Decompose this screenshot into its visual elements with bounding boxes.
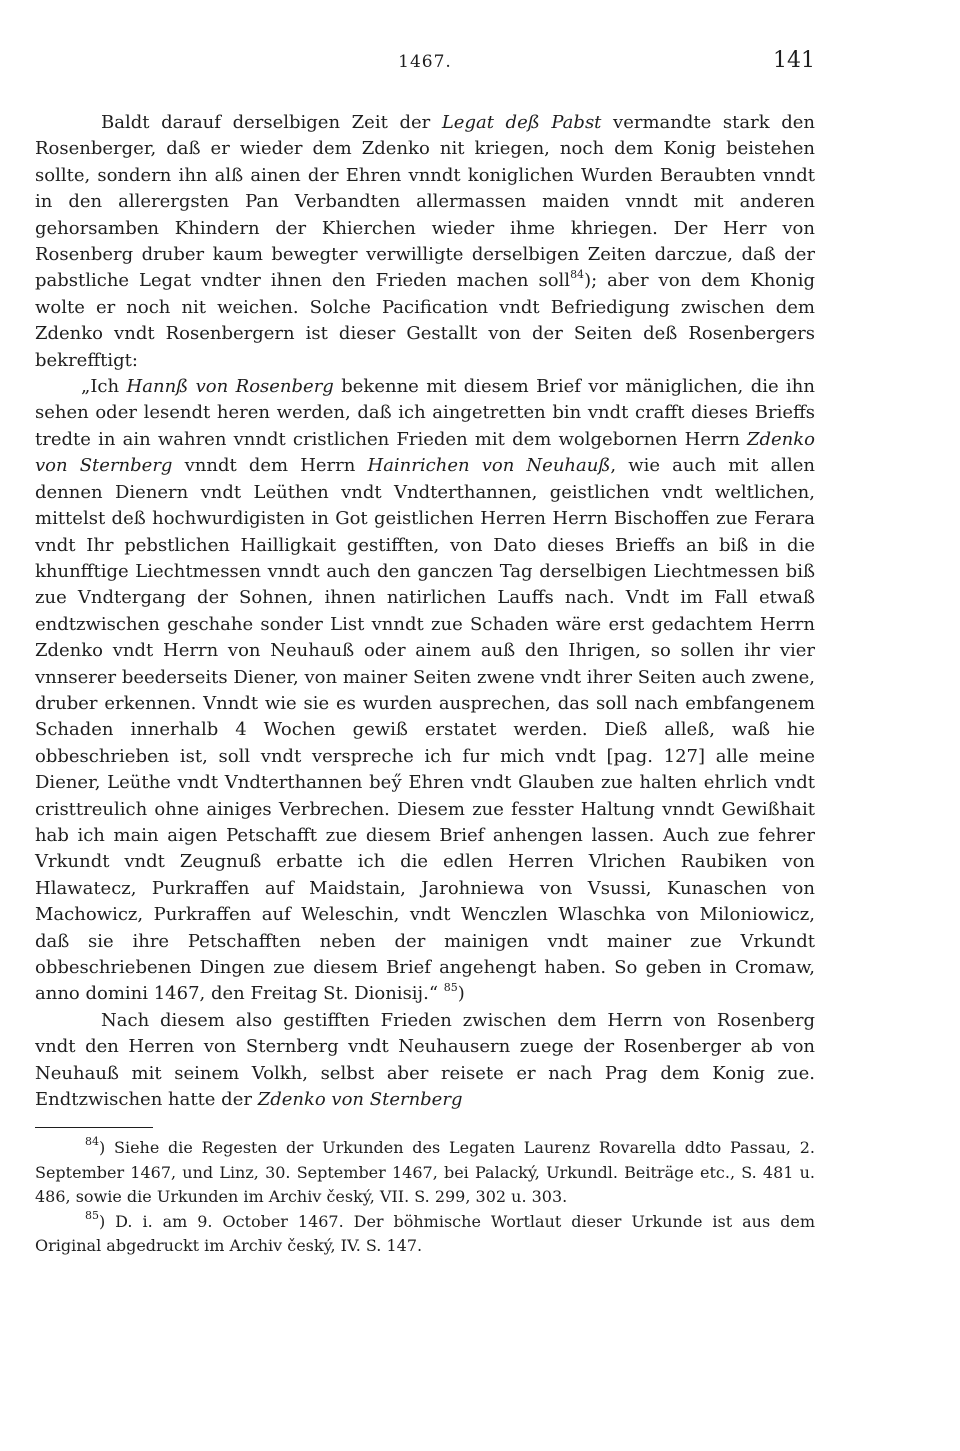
text-run: Baldt darauf derselbigen Zeit der: [101, 112, 442, 133]
running-head: 1467.: [398, 52, 452, 72]
paragraph-1: [35, 110, 815, 374]
footnote-mark: 85: [85, 1208, 99, 1222]
footnote-85: [35, 1210, 815, 1259]
italic-name: Zdenko von Sternberg: [257, 1089, 463, 1111]
footnote-ref-85: 85: [443, 981, 458, 995]
page-header: [35, 48, 815, 88]
text-run: vnndt dem Herrn: [172, 455, 368, 477]
footnote-text: ) Siehe die Regesten der Urkunden des Legaten Laurenz Rovarella ddto Passau, 2. September 1467, und Linz, 30. September 1467, bei Palacký, Urkundl. Beiträge etc., S. 481 u. 486, sowie die Urkunden im Archiv český, VII. S. 299, 302 u. 303.: [35, 1138, 815, 1207]
book-page: [35, 48, 815, 1428]
text-run: , wie auch mit allen dennen Dienern vndt Leüthen vndt Vndterthannen, geistlichen vndt weltlichen, mittelst deß hochwurdigisten in Got geistlichen Herren Herrn Bischoffen zue Ferara vndt Ihr pebstlichen Hailligkait gestifften, von Dato dieses Brieffs an biß in die khunfftige Liechtmessen vnndt auch den ganczen Tag derselbigen Liechtmessen biß zue Vndtergang der Sohnen, ihnen natirlichen Lauffs nach. Vndt im Fall etwaß endtzwischen geschahe sonder List vnndt zue Schaden wäre erst gedachtem Herrn Zdenko vndt Herrn von Neuhauß oder ainem auß den Ihrigen, so sollen ihr vier vnnserer beederseits Diener, von mainer Seiten zwene vndt ihrer Seiten auch zwene, druber erkennen. Vnndt wie sie es wurden ausprechen, das soll nach embfangenem Schaden innerhalb 4 Wochen gewiß erstatet werden. Dieß alleß, waß hie obbeschrieben ist, soll vndt verspreche ich fur mich vndt [pag. 127] alle meine Diener, Leüthe vndt Vndterthannen beӳ Ehren vndt Glauben zue halten ehrlich vndt cristtreulich ohne ainiges Verbrechen. Diesem zue fesster Haltung vnndt Gewißhait hab ich main aigen Petschafft zue diesem Brief anhengen lassen. Auch zue fehrer Vrkundt vndt Zeugnuß erbatte ich die edlen Herren Vlrichen Raubiken von Hlawatecz, Purkraffen auf Maidstain, Jarohniewa von Vsussi, Kunaschen von Machowicz, Purkraffen auf Weleschin, vndt Wenczlen Wlaschka von Miloniowicz, daß sie ihre Petschafften neben der mainigen vndt mainer zue Vrkundt obbeschriebenen Dingen zue diesem Brief angehengt haben. So geben in Cromaw, anno domini 1467, den Freitag St. Dionisij.“: [35, 455, 815, 1005]
text-run: vermandte stark den Rosenberger, daß er wieder dem Zdenko nit kriegen, noch dem Konig beistehen sollte, sondern ihn alß ainen der Ehren vnndt koniglichen Wurden Beraubten vnndt in den allerergsten Pan Verbandten allermassen maiden vnndt mit anderen gehorsamben Khindern der Khierchen wieder ihme khriegen. Der Herr von Rosenberg druber kaum bewegter verwilligte derselbigen Zeiten darczue, daß der pabstliche Legat vndter ihnen den Frieden machen soll: [35, 112, 816, 292]
italic-name: Hannß von Rosenberg: [126, 376, 334, 398]
text-run: bekenne mit diesem Brief vor mäniglichen, die ihn sehen oder lesendt heren werden, daß ich aingetretten bin vndt crafft dieses Brieffs tredte in ain wahren vnndt cristlichen Frieden mit dem wolgebornen Herrn: [35, 376, 815, 450]
paragraph-3: [35, 1008, 815, 1114]
italic-name: Hainrichen von Neuhauß: [367, 455, 611, 477]
footnote-84: [35, 1136, 815, 1210]
footnote-mark: 84: [85, 1135, 99, 1149]
footnotes: [35, 1136, 815, 1259]
page-number: 141: [773, 48, 815, 73]
italic-name: Zdenko von Sternberg: [35, 428, 815, 477]
footnote-ref-84: 84: [570, 268, 585, 282]
italic-name: Legat deß Pabst: [441, 112, 602, 133]
text-run: ); aber von dem Khonig wolte er noch nit weichen. Solche Pacification vndt Befriedigung zwischen dem Zdenko vndt Rosenbergern ist dieser Gestallt von der Seiten deß Rosenbergers bekrefftigt:: [35, 270, 816, 371]
text-run: Nach diesem also gestifften Frieden zwischen dem Herrn von Rosenberg vndt den Herren von Sternberg vndt Neuhausern zuege der Rosenberger ab von Neuhauß mit seinem Volkh, selbst aber reisete er nach Prag dem Konig zue. Endtzwischen hatte der: [35, 1009, 815, 1111]
text-run: „Ich: [81, 376, 127, 398]
paragraph-2-quoted-charter: [35, 374, 815, 1008]
footnote-text: ) D. i. am 9. October 1467. Der böhmische Wortlaut dieser Urkunde ist aus dem Original abgedruckt im Archiv český, IV. S. 147.: [35, 1211, 815, 1256]
main-text: [35, 110, 815, 1113]
footnote-divider: [35, 1127, 153, 1128]
text-run: ): [457, 983, 465, 1005]
